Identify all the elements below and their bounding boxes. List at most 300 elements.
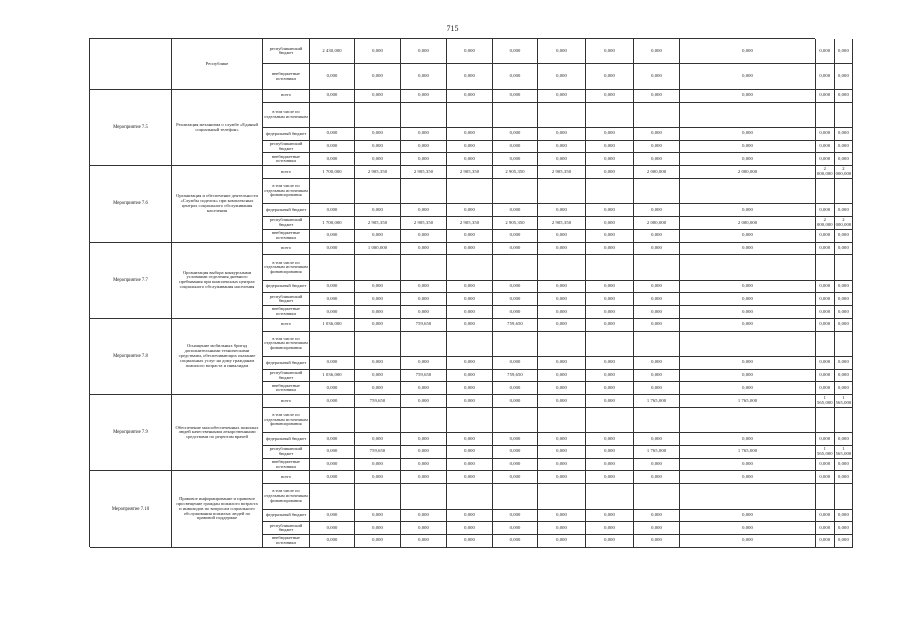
source-label: федеральный бюджет [263, 357, 310, 370]
value-cell [634, 255, 680, 280]
value-cell: 0,000 [634, 522, 680, 535]
value-cell [816, 255, 835, 280]
value-cell: 2 000,000 [835, 217, 854, 230]
value-cell: 1 765,000 [680, 446, 816, 459]
value-cell: 0,000 [355, 204, 401, 217]
value-cell: 0,000 [310, 204, 355, 217]
value-cell: 0,000 [355, 64, 401, 89]
value-cell: 0,000 [586, 153, 634, 166]
value-cell: 0,000 [538, 128, 586, 141]
source-label: внебюджетные источники [263, 535, 310, 548]
value-cell: 0,000 [816, 459, 835, 472]
value-cell: 0,000 [310, 382, 355, 395]
source-label: в том числе по отдельным источникам финансирования [263, 255, 310, 280]
value-cell: 0,000 [493, 306, 538, 319]
value-cell: 1 565,000 [835, 446, 854, 459]
value-cell [538, 332, 586, 357]
value-cell [310, 103, 355, 128]
value-cell [401, 255, 447, 280]
value-cell: 0,000 [538, 522, 586, 535]
value-cell: 2 000,000 [680, 217, 816, 230]
value-cell [493, 255, 538, 280]
value-cell [447, 103, 493, 128]
value-cell [355, 408, 401, 433]
value-cell: 0,000 [835, 293, 854, 306]
value-cell [586, 255, 634, 280]
value-cell [538, 484, 586, 509]
value-cell: 0,000 [310, 64, 355, 89]
value-cell: 2 905,350 [355, 166, 401, 179]
value-cell: 1 765,000 [680, 395, 816, 408]
value-cell: 0,000 [493, 357, 538, 370]
source-label: внебюджетные источники [263, 382, 310, 395]
activity-description: Организация выбора конкурсными условиями отделения дневного пребывания при комплексных центрах социального обслуживания населения [172, 243, 263, 319]
value-cell: 0,000 [586, 39, 634, 64]
value-cell: 0,000 [447, 64, 493, 89]
value-cell: 0,000 [835, 90, 854, 103]
value-cell: 1 700,000 [310, 166, 355, 179]
value-cell: 0,000 [310, 153, 355, 166]
value-cell: 0,000 [538, 306, 586, 319]
value-cell: 0,000 [634, 153, 680, 166]
page-number: 715 [446, 24, 459, 33]
value-cell: 1 000,000 [355, 243, 401, 256]
value-cell: 0,000 [816, 293, 835, 306]
value-cell: 0,000 [401, 243, 447, 256]
value-cell [835, 103, 854, 128]
value-cell: 0,000 [355, 459, 401, 472]
value-cell: 0,000 [447, 446, 493, 459]
value-cell: 0,000 [310, 471, 355, 484]
value-cell: 0,000 [680, 370, 816, 383]
value-cell: 0,000 [816, 319, 835, 332]
source-label: в том числе по отдельным источникам финансирования [263, 408, 310, 433]
value-cell: 0,000 [835, 153, 854, 166]
value-cell [447, 332, 493, 357]
value-cell: 0,000 [538, 459, 586, 472]
value-cell: 0,000 [310, 281, 355, 294]
value-cell: 0,000 [355, 293, 401, 306]
value-cell: 0,000 [310, 510, 355, 523]
value-cell: 0,000 [355, 510, 401, 523]
value-cell [835, 255, 854, 280]
value-cell: 0,000 [401, 64, 447, 89]
value-cell: 0,000 [634, 319, 680, 332]
activity-name: Мероприятие 7.6 [90, 166, 172, 242]
value-cell: 1 700,000 [310, 217, 355, 230]
value-cell [835, 332, 854, 357]
value-cell: 0,000 [493, 382, 538, 395]
value-cell: 0,000 [816, 471, 835, 484]
source-label: внебюджетные источники [263, 153, 310, 166]
value-cell: 0,000 [355, 433, 401, 446]
activity-description: Оснащение мобильных бригад дополнительными техническими средствами, обеспечивающих оказание социальных услуг на дому гражданам пожилого возраста и инвалидам [172, 319, 263, 395]
value-cell: 2 430,000 [310, 39, 355, 64]
value-cell [835, 179, 854, 204]
value-cell [447, 408, 493, 433]
value-cell: 0,000 [493, 281, 538, 294]
value-cell: 0,000 [401, 522, 447, 535]
value-cell: 0,000 [586, 128, 634, 141]
value-cell: 0,000 [634, 459, 680, 472]
value-cell: 0,000 [447, 281, 493, 294]
value-cell: 0,000 [401, 153, 447, 166]
value-cell: 0,000 [835, 306, 854, 319]
value-cell: 0,000 [447, 471, 493, 484]
value-cell: 0,000 [816, 230, 835, 243]
value-cell: 0,000 [538, 319, 586, 332]
value-cell: 0,000 [835, 510, 854, 523]
value-cell [401, 484, 447, 509]
value-cell: 0,000 [493, 535, 538, 548]
value-cell: 0,000 [816, 39, 835, 64]
value-cell: 0,000 [835, 319, 854, 332]
value-cell: 0,000 [538, 230, 586, 243]
value-cell: 0,000 [586, 433, 634, 446]
value-cell: 0,000 [310, 128, 355, 141]
value-cell: 0,000 [493, 522, 538, 535]
value-cell: 0,000 [355, 230, 401, 243]
value-cell: 2 905,350 [447, 217, 493, 230]
value-cell: 0,000 [835, 522, 854, 535]
value-cell [401, 332, 447, 357]
value-cell [447, 484, 493, 509]
value-cell [680, 332, 816, 357]
value-cell: 0,000 [401, 446, 447, 459]
value-cell: 0,000 [493, 230, 538, 243]
source-label: всего [263, 319, 310, 332]
value-cell: 0,000 [401, 141, 447, 154]
source-label: республиканский бюджет [263, 293, 310, 306]
value-cell [634, 179, 680, 204]
activity-name: Мероприятие 7.8 [90, 319, 172, 395]
funding-table [89, 38, 852, 547]
source-label: всего [263, 471, 310, 484]
value-cell: 0,000 [835, 230, 854, 243]
value-cell: 0,000 [401, 90, 447, 103]
value-cell: 0,000 [401, 357, 447, 370]
value-cell: 0,000 [816, 204, 835, 217]
value-cell: 0,000 [310, 230, 355, 243]
activity-name-cell [90, 39, 172, 90]
value-cell: 0,000 [586, 166, 634, 179]
value-cell: 0,000 [816, 370, 835, 383]
value-cell: 2 905,350 [401, 217, 447, 230]
value-cell: 0,000 [586, 395, 634, 408]
value-cell: 0,000 [680, 39, 816, 64]
value-cell [538, 179, 586, 204]
value-cell: 2 000,000 [634, 166, 680, 179]
value-cell: 0,000 [447, 357, 493, 370]
value-cell: 0,000 [401, 535, 447, 548]
value-cell: 2 905,350 [447, 166, 493, 179]
value-cell: 0,000 [447, 395, 493, 408]
value-cell: 0,000 [586, 281, 634, 294]
value-cell: 0,000 [310, 90, 355, 103]
value-cell [538, 255, 586, 280]
value-cell: 0,000 [401, 510, 447, 523]
value-cell: 0,000 [586, 90, 634, 103]
value-cell [310, 408, 355, 433]
value-cell [586, 332, 634, 357]
activity-description: Республике [172, 39, 263, 90]
value-cell: 0,000 [538, 153, 586, 166]
value-cell: 0,000 [680, 141, 816, 154]
value-cell: 0,000 [538, 281, 586, 294]
value-cell: 0,000 [447, 230, 493, 243]
value-cell: 0,000 [586, 293, 634, 306]
value-cell: 0,000 [680, 243, 816, 256]
value-cell: 1 565,000 [835, 395, 854, 408]
value-cell: 0,000 [816, 90, 835, 103]
value-cell [538, 408, 586, 433]
value-cell [586, 103, 634, 128]
value-cell: 0,000 [586, 204, 634, 217]
value-cell: 0,000 [835, 535, 854, 548]
value-cell: 0,000 [538, 510, 586, 523]
value-cell: 2 905,350 [401, 166, 447, 179]
value-cell: 0,000 [538, 395, 586, 408]
value-cell: 0,000 [634, 90, 680, 103]
value-cell: 0,000 [447, 153, 493, 166]
value-cell: 0,000 [493, 433, 538, 446]
value-cell: 0,000 [835, 382, 854, 395]
value-cell: 2 000,000 [835, 166, 854, 179]
value-cell: 0,000 [816, 382, 835, 395]
value-cell: 0,000 [816, 128, 835, 141]
value-cell: 0,000 [355, 128, 401, 141]
source-label: федеральный бюджет [263, 128, 310, 141]
value-cell [586, 179, 634, 204]
source-label: всего [263, 90, 310, 103]
value-cell [634, 103, 680, 128]
source-label: внебюджетные источники [263, 459, 310, 472]
value-cell: 0,000 [538, 433, 586, 446]
value-cell: 0,000 [634, 471, 680, 484]
value-cell [493, 408, 538, 433]
activity-description: Обеспечение малообеспеченных пожилых людей качественными лекарственными средствами по рецептам врачей [172, 395, 263, 471]
value-cell: 2 000,000 [680, 166, 816, 179]
value-cell: 0,000 [355, 141, 401, 154]
value-cell: 2 905,350 [538, 166, 586, 179]
value-cell: 0,000 [634, 433, 680, 446]
value-cell: 0,000 [586, 510, 634, 523]
value-cell [634, 332, 680, 357]
value-cell: 0,000 [538, 370, 586, 383]
value-cell: 0,000 [401, 293, 447, 306]
value-cell: 0,000 [816, 535, 835, 548]
value-cell [355, 179, 401, 204]
value-cell: 0,000 [493, 141, 538, 154]
value-cell: 0,000 [816, 522, 835, 535]
value-cell: 0,000 [310, 535, 355, 548]
activity-description: Реализация механизма о службе «Единый социальный телефон» [172, 90, 263, 166]
value-cell: 759,650 [401, 370, 447, 383]
value-cell: 0,000 [586, 306, 634, 319]
value-cell: 0,000 [447, 535, 493, 548]
value-cell: 0,000 [835, 357, 854, 370]
source-label: в том числе по отдельным источникам [263, 103, 310, 128]
value-cell: 0,000 [447, 319, 493, 332]
value-cell: 0,000 [355, 522, 401, 535]
value-cell: 0,000 [680, 90, 816, 103]
value-cell: 0,000 [816, 433, 835, 446]
value-cell: 0,000 [835, 471, 854, 484]
value-cell: 2 905,350 [493, 217, 538, 230]
value-cell: 0,000 [586, 64, 634, 89]
value-cell: 1 565,000 [816, 395, 835, 408]
value-cell: 2 000,000 [634, 217, 680, 230]
source-label: всего [263, 243, 310, 256]
value-cell: 0,000 [680, 230, 816, 243]
value-cell: 0,000 [680, 281, 816, 294]
value-cell: 0,000 [816, 281, 835, 294]
value-cell: 0,000 [680, 128, 816, 141]
value-cell: 0,000 [447, 141, 493, 154]
value-cell: 759,650 [355, 446, 401, 459]
source-label: республиканский бюджет [263, 39, 310, 64]
value-cell: 2 000,000 [816, 217, 835, 230]
value-cell: 0,000 [835, 141, 854, 154]
value-cell: 0,000 [447, 204, 493, 217]
value-cell [493, 484, 538, 509]
value-cell [680, 484, 816, 509]
value-cell: 2 905,350 [493, 166, 538, 179]
value-cell [816, 332, 835, 357]
value-cell: 1 565,000 [816, 446, 835, 459]
source-label: республиканский бюджет [263, 141, 310, 154]
value-cell: 0,000 [538, 446, 586, 459]
value-cell: 0,000 [680, 522, 816, 535]
value-cell: 1 036,000 [310, 370, 355, 383]
value-cell: 0,000 [401, 382, 447, 395]
value-cell: 0,000 [816, 141, 835, 154]
value-cell: 0,000 [355, 281, 401, 294]
value-cell: 2 905,350 [355, 217, 401, 230]
value-cell: 0,000 [493, 128, 538, 141]
value-cell: 0,000 [355, 319, 401, 332]
value-cell: 0,000 [493, 293, 538, 306]
value-cell: 0,000 [634, 293, 680, 306]
value-cell: 0,000 [680, 357, 816, 370]
activity-name: Мероприятие 7.5 [90, 90, 172, 166]
value-cell: 0,000 [634, 535, 680, 548]
value-cell: 0,000 [835, 64, 854, 89]
value-cell: 0,000 [586, 382, 634, 395]
value-cell: 0,000 [310, 306, 355, 319]
value-cell: 0,000 [586, 230, 634, 243]
value-cell: 0,000 [493, 153, 538, 166]
value-cell: 0,000 [538, 90, 586, 103]
value-cell [538, 103, 586, 128]
value-cell: 0,000 [634, 281, 680, 294]
value-cell [680, 408, 816, 433]
value-cell: 0,000 [816, 306, 835, 319]
value-cell: 0,000 [310, 446, 355, 459]
value-cell: 2 000,000 [816, 166, 835, 179]
value-cell: 0,000 [634, 128, 680, 141]
value-cell: 0,000 [816, 357, 835, 370]
source-label: федеральный бюджет [263, 204, 310, 217]
value-cell: 0,000 [355, 306, 401, 319]
value-cell: 0,000 [493, 395, 538, 408]
value-cell: 0,000 [835, 459, 854, 472]
value-cell: 0,000 [586, 217, 634, 230]
value-cell [310, 255, 355, 280]
source-label: республиканский бюджет [263, 370, 310, 383]
value-cell [355, 332, 401, 357]
value-cell: 0,000 [401, 306, 447, 319]
value-cell: 0,000 [493, 90, 538, 103]
value-cell: 0,000 [493, 510, 538, 523]
value-cell: 0,000 [680, 204, 816, 217]
source-label: федеральный бюджет [263, 510, 310, 523]
value-cell: 0,000 [493, 64, 538, 89]
value-cell: 0,000 [493, 446, 538, 459]
value-cell: 0,000 [835, 370, 854, 383]
value-cell [310, 179, 355, 204]
value-cell: 0,000 [310, 243, 355, 256]
value-cell: 0,000 [538, 141, 586, 154]
source-label: внебюджетные источники [263, 306, 310, 319]
value-cell [355, 484, 401, 509]
value-cell: 0,000 [355, 382, 401, 395]
value-cell: 0,000 [816, 243, 835, 256]
source-label: внебюджетные источники [263, 230, 310, 243]
source-label: в том числе по отдельным источникам финансирования [263, 332, 310, 357]
value-cell: 0,000 [401, 395, 447, 408]
value-cell [310, 484, 355, 509]
value-cell: 0,000 [634, 141, 680, 154]
value-cell: 0,000 [447, 370, 493, 383]
value-cell: 0,000 [401, 433, 447, 446]
value-cell [493, 332, 538, 357]
value-cell: 0,000 [634, 370, 680, 383]
value-cell: 0,000 [680, 293, 816, 306]
value-cell: 0,000 [680, 535, 816, 548]
value-cell: 0,000 [538, 471, 586, 484]
value-cell: 0,000 [493, 459, 538, 472]
source-label: в том числе по отдельным источникам финансирования [263, 484, 310, 509]
value-cell [355, 255, 401, 280]
value-cell: 0,000 [680, 510, 816, 523]
value-cell [680, 179, 816, 204]
source-label: республиканский бюджет [263, 446, 310, 459]
value-cell: 0,000 [680, 153, 816, 166]
value-cell: 0,000 [447, 243, 493, 256]
value-cell [816, 179, 835, 204]
value-cell: 0,000 [355, 39, 401, 64]
value-cell: 0,000 [538, 39, 586, 64]
value-cell: 0,000 [310, 433, 355, 446]
value-cell: 0,000 [586, 357, 634, 370]
source-label: в том числе по отдельным источникам финансирования [263, 179, 310, 204]
value-cell: 0,000 [355, 90, 401, 103]
value-cell: 0,000 [680, 433, 816, 446]
value-cell: 0,000 [310, 357, 355, 370]
value-cell: 0,000 [355, 535, 401, 548]
value-cell [310, 332, 355, 357]
value-cell: 0,000 [401, 230, 447, 243]
value-cell: 0,000 [493, 39, 538, 64]
value-cell: 0,000 [586, 141, 634, 154]
value-cell: 0,000 [447, 382, 493, 395]
value-cell: 0,000 [538, 64, 586, 89]
value-cell: 0,000 [310, 141, 355, 154]
value-cell: 0,000 [538, 293, 586, 306]
value-cell: 2 905,350 [538, 217, 586, 230]
value-cell [634, 408, 680, 433]
